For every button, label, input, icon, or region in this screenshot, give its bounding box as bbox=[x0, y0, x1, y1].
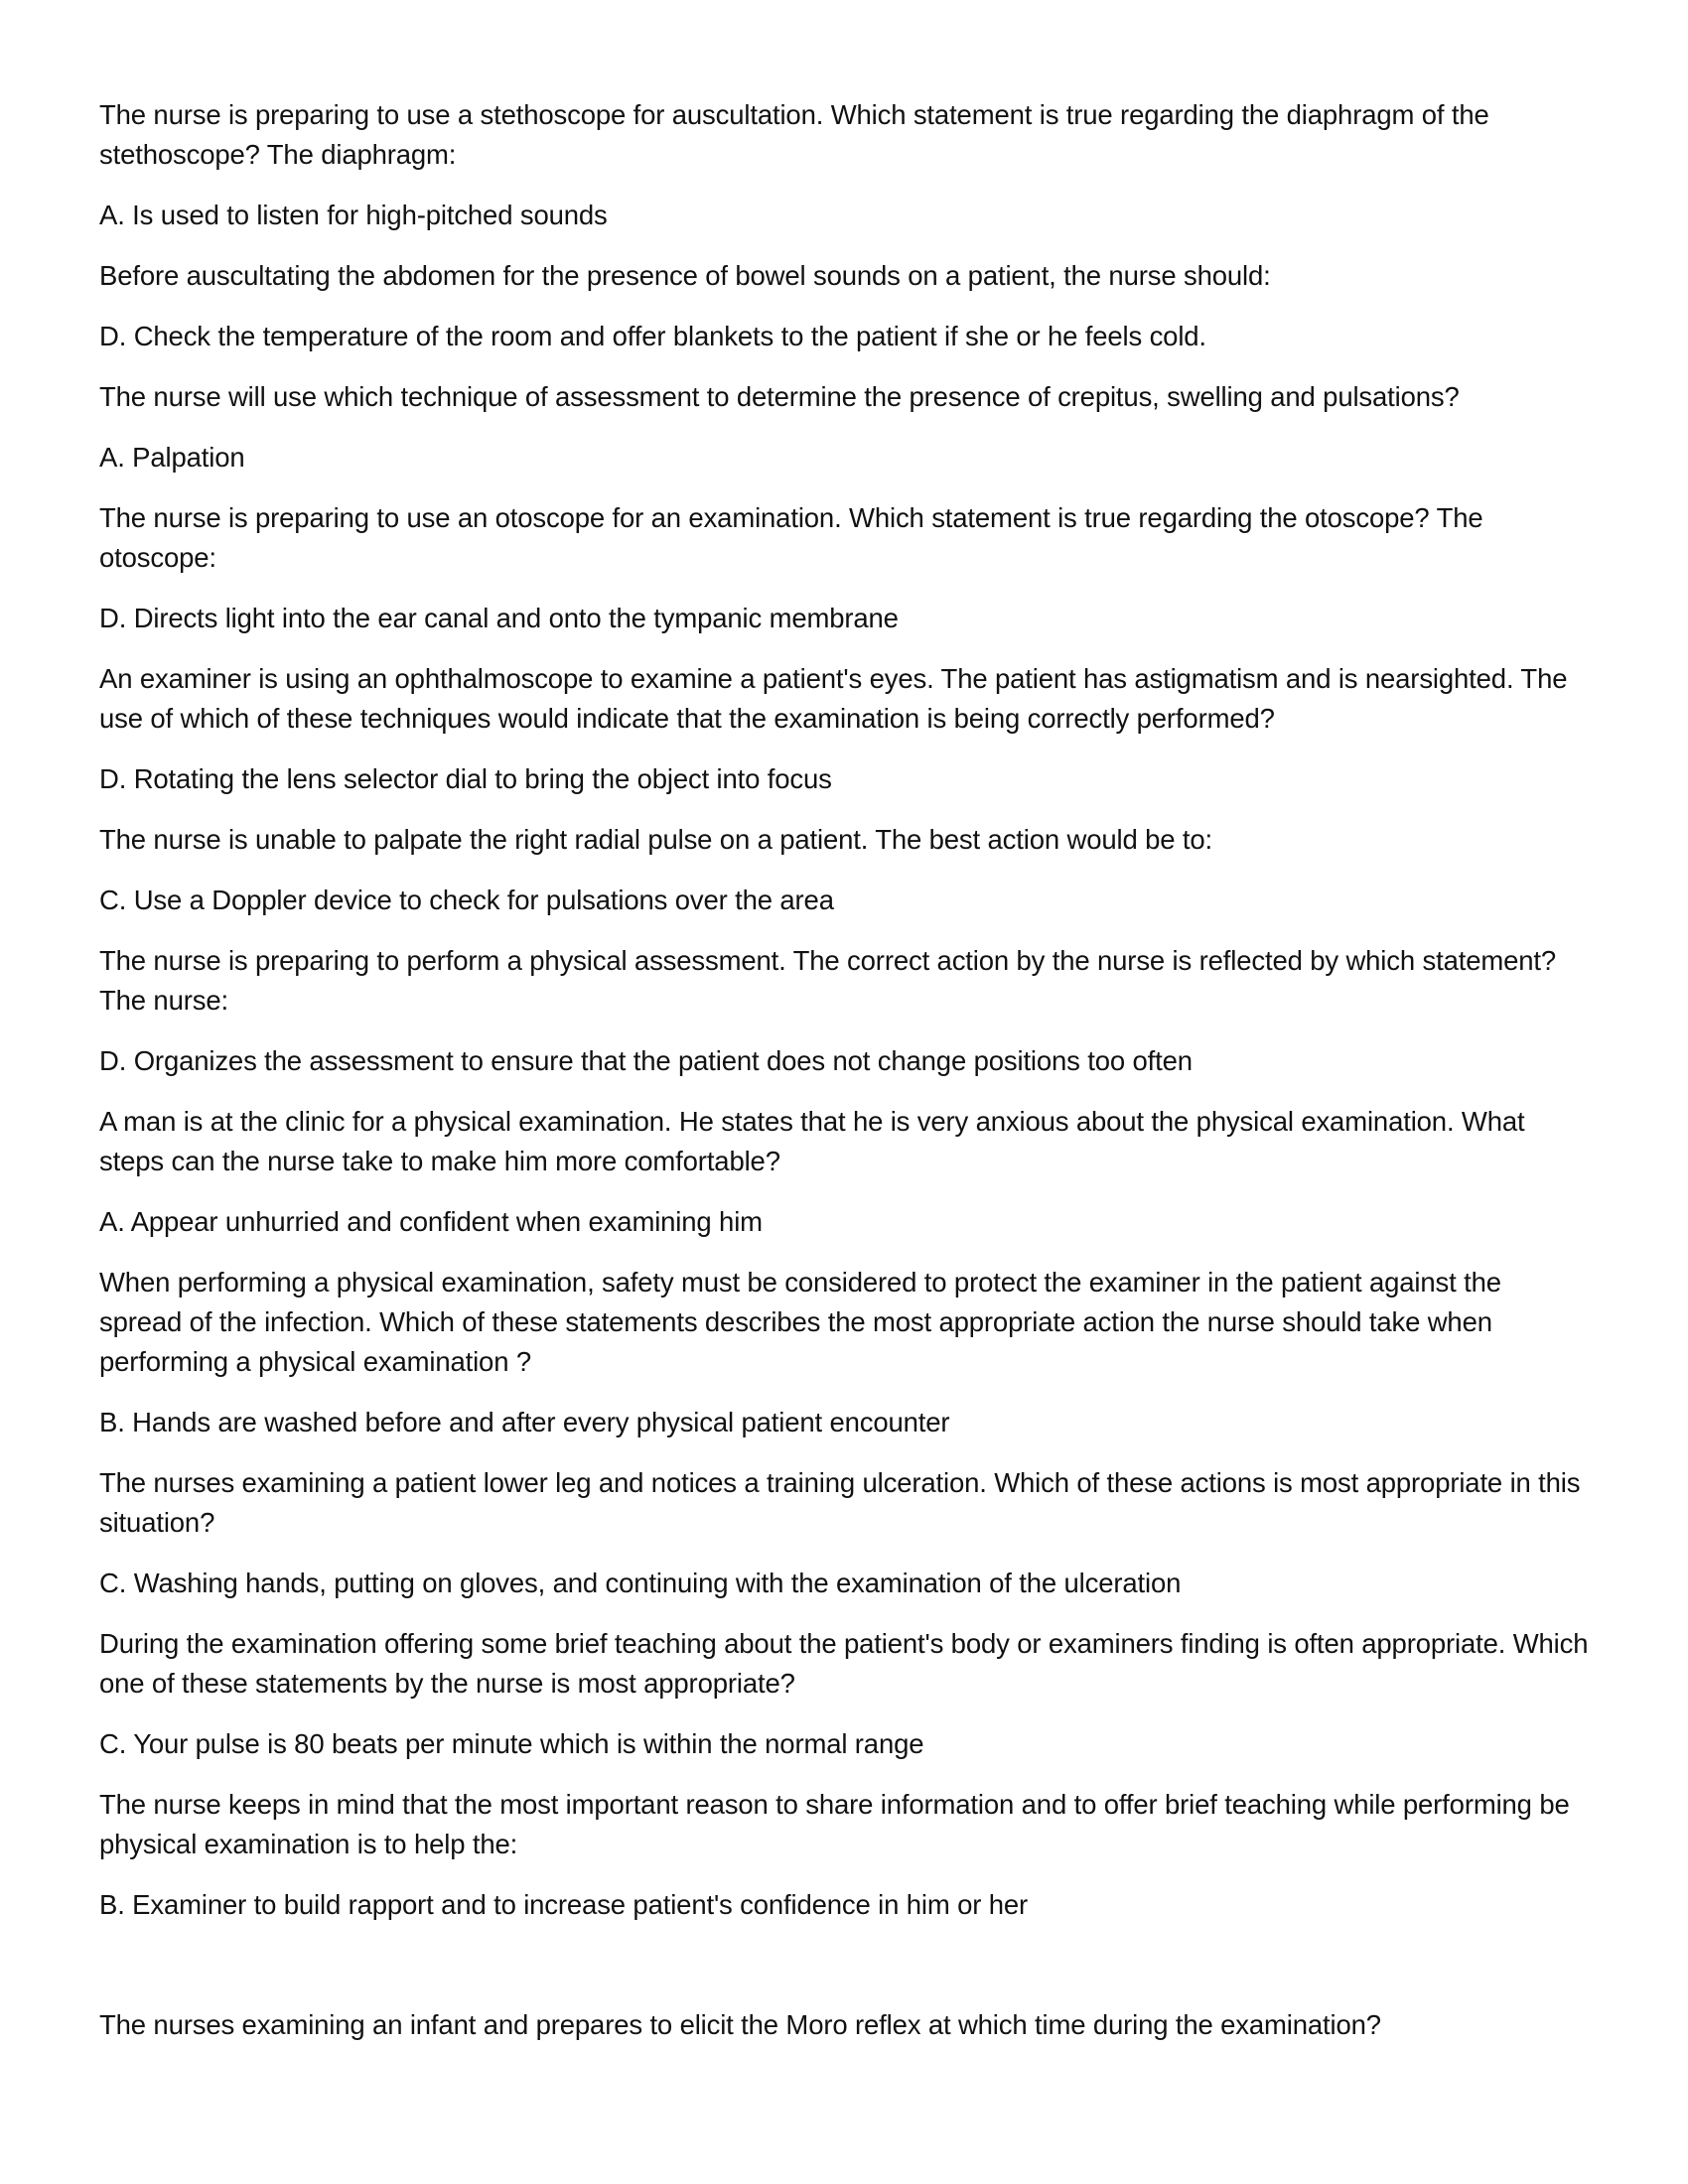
answer-text: C. Your pulse is 80 beats per minute which is within the normal range bbox=[99, 1728, 924, 1759]
answer-text: D. Rotating the lens selector dial to bring the object into focus bbox=[99, 763, 832, 794]
answer-text: B. Examiner to build rapport and to increase patient's confidence in him or her bbox=[99, 1889, 1029, 1920]
answer-text: D. Organizes the assessment to ensure that the patient does not change positions too often bbox=[99, 1045, 1193, 1076]
final-question-text: The nurses examining an infant and prepares to elicit the Moro reflex at which time during the examination? bbox=[99, 2009, 1381, 2040]
answer-text: B. Hands are washed before and after every physical patient encounter bbox=[99, 1407, 950, 1437]
blank-line bbox=[99, 1946, 1589, 2005]
question-text: The nurse keeps in mind that the most important reason to share information and to offer brief teaching while performing be physical examination is to help the: bbox=[99, 1789, 1570, 1859]
answer-text: C. Use a Doppler device to check for pulsations over the area bbox=[99, 885, 834, 915]
question-text: The nurse is unable to palpate the right radial pulse on a patient. The best action would be to: bbox=[99, 824, 1212, 855]
answer-text: A. Appear unhurried and confident when examining him bbox=[99, 1206, 763, 1237]
question-text: A man is at the clinic for a physical examination. He states that he is very anxious about the physical examination. What steps can the nurse take to make him more comfortable? bbox=[99, 1106, 1525, 1176]
answer-text: C. Washing hands, putting on gloves, and continuing with the examination of the ulceration bbox=[99, 1568, 1182, 1598]
question-text: An examiner is using an ophthalmoscope to examine a patient's eyes. The patient has astigmatism and is nearsighted. The use of which of these techniques would indicate that the examination is being correctly performed? bbox=[99, 663, 1568, 734]
answer-text: A. Is used to listen for high-pitched sounds bbox=[99, 200, 608, 230]
question-text: The nurses examining a patient lower leg and notices a training ulceration. Which of these actions is most appropriate in this situation? bbox=[99, 1467, 1581, 1538]
question-text: During the examination offering some brief teaching about the patient's body or examiners finding is often appropriate. Which one of these statements by the nurse is most appropriate? bbox=[99, 1628, 1589, 1699]
question-text: The nurse is preparing to use a stethoscope for auscultation. Which statement is true regarding the diaphragm of the stethoscope? The diaphragm: bbox=[99, 99, 1489, 170]
question-text: Before auscultating the abdomen for the presence of bowel sounds on a patient, the nurse should: bbox=[99, 260, 1271, 291]
answer-text: A. Palpation bbox=[99, 442, 245, 473]
question-text: The nurse is preparing to use an otoscope for an examination. Which statement is true regarding the otoscope? The otoscope: bbox=[99, 502, 1483, 573]
question-text: The nurse will use which technique of assessment to determine the presence of crepitus, swelling and pulsations? bbox=[99, 381, 1460, 412]
document-content bbox=[99, 95, 1589, 2066]
answer-text: D. Check the temperature of the room and offer blankets to the patient if she or he feels cold. bbox=[99, 321, 1206, 351]
question-text: The nurse is preparing to perform a physical assessment. The correct action by the nurse is reflected by which statement? The nurse: bbox=[99, 945, 1557, 1016]
answer-text: D. Directs light into the ear canal and onto the tympanic membrane bbox=[99, 603, 899, 633]
question-text: When performing a physical examination, safety must be considered to protect the examiner in the patient against the spread of the infection. Which of these statements describes the most appropriate action the nurse should take when performing a physical examination ? bbox=[99, 1267, 1501, 1377]
